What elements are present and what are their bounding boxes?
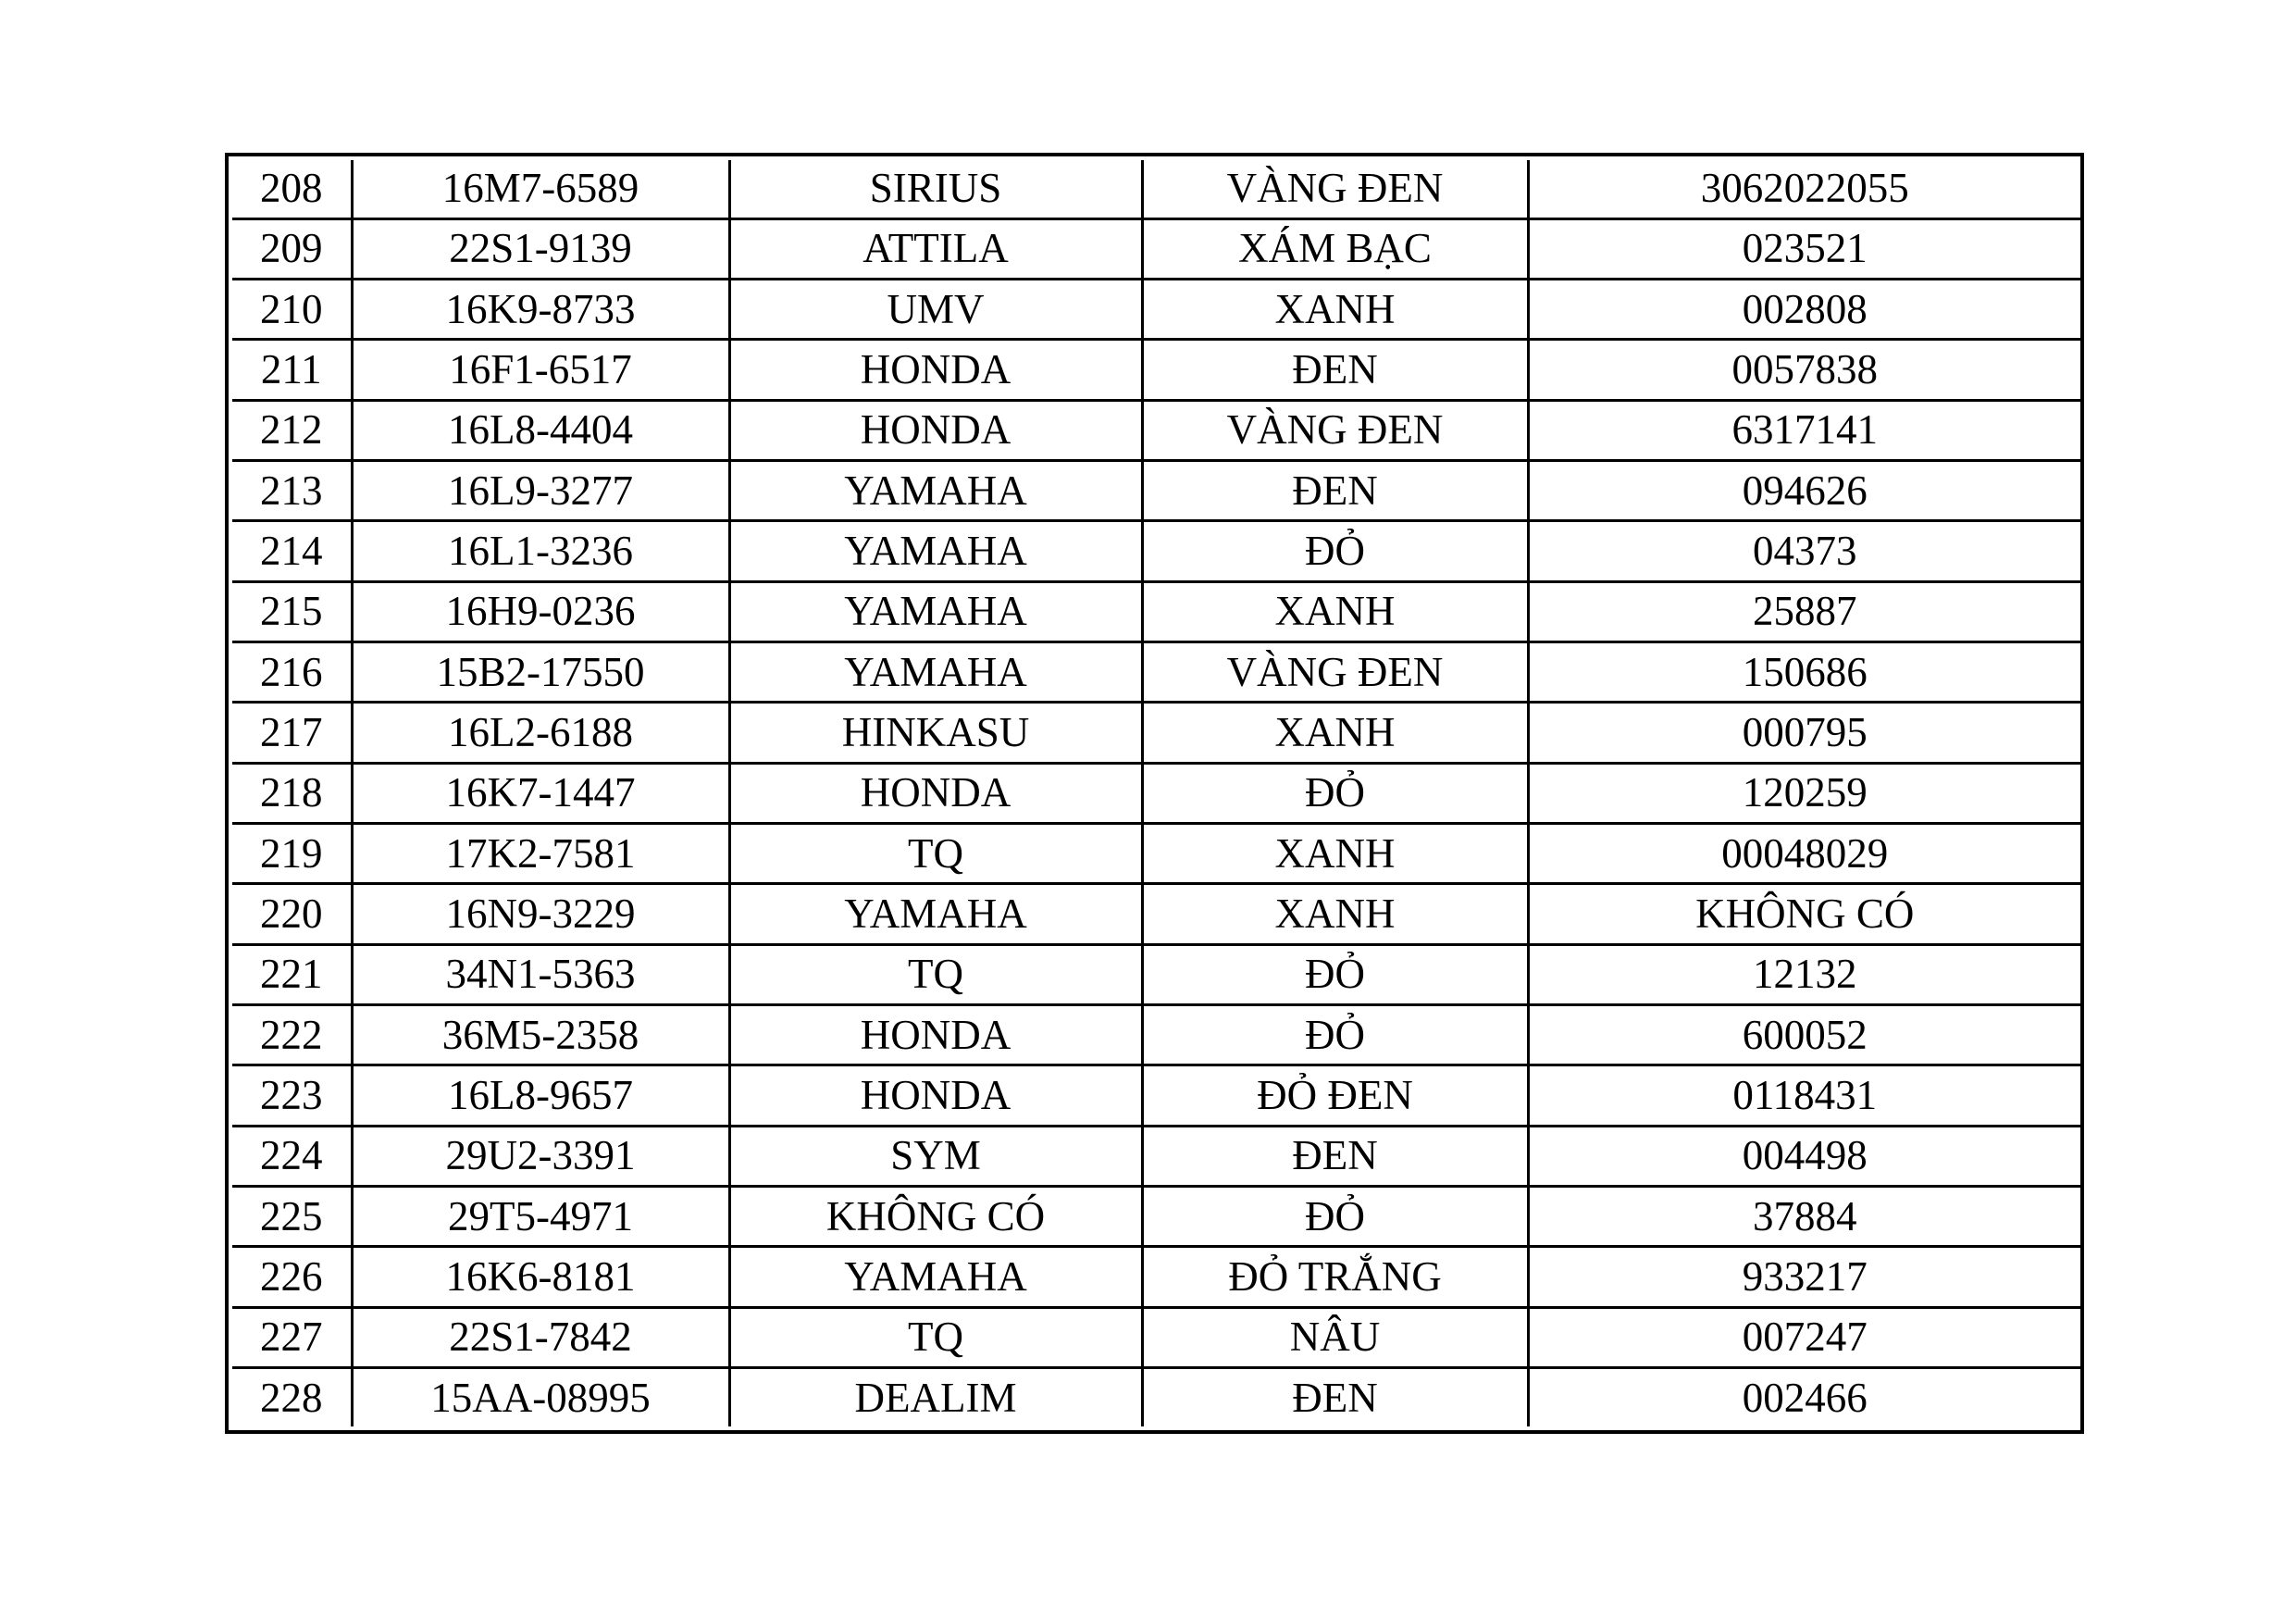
frame-number-cell: 0118431 bbox=[1528, 1065, 2080, 1126]
table-row bbox=[232, 884, 2080, 944]
license-plate-cell: 29T5-4971 bbox=[352, 1187, 729, 1247]
vehicle-color-cell: VÀNG ĐEN bbox=[1142, 400, 1528, 460]
row-number-cell: 209 bbox=[232, 218, 352, 279]
license-plate-cell: 16L9-3277 bbox=[352, 461, 729, 521]
license-plate-cell: 16L8-9657 bbox=[352, 1065, 729, 1126]
row-number-cell: 223 bbox=[232, 1065, 352, 1126]
vehicle-table-body bbox=[232, 160, 2080, 1426]
vehicle-brand-cell: SIRIUS bbox=[729, 160, 1142, 218]
license-plate-cell: 22S1-9139 bbox=[352, 218, 729, 279]
vehicle-brand-cell: YAMAHA bbox=[729, 521, 1142, 581]
vehicle-brand-cell: TQ bbox=[729, 1307, 1142, 1367]
frame-number-cell: 023521 bbox=[1528, 218, 2080, 279]
table-row bbox=[232, 703, 2080, 763]
vehicle-color-cell: ĐỎ ĐEN bbox=[1142, 1065, 1528, 1126]
vehicle-brand-cell: HONDA bbox=[729, 400, 1142, 460]
vehicle-color-cell: ĐEN bbox=[1142, 461, 1528, 521]
license-plate-cell: 36M5-2358 bbox=[352, 1005, 729, 1065]
license-plate-cell: 16K9-8733 bbox=[352, 280, 729, 340]
vehicle-brand-cell: YAMAHA bbox=[729, 581, 1142, 641]
vehicle-color-cell: XANH bbox=[1142, 581, 1528, 641]
row-number-cell: 212 bbox=[232, 400, 352, 460]
vehicle-color-cell: VÀNG ĐEN bbox=[1142, 642, 1528, 703]
frame-number-cell: 000795 bbox=[1528, 703, 2080, 763]
table-row bbox=[232, 1005, 2080, 1065]
row-number-cell: 221 bbox=[232, 944, 352, 1004]
table-row bbox=[232, 824, 2080, 884]
frame-number-cell: 120259 bbox=[1528, 763, 2080, 823]
vehicle-color-cell: ĐỎ bbox=[1142, 521, 1528, 581]
vehicle-brand-cell: DEALIM bbox=[729, 1368, 1142, 1426]
vehicle-brand-cell: YAMAHA bbox=[729, 461, 1142, 521]
row-number-cell: 213 bbox=[232, 461, 352, 521]
vehicle-brand-cell: YAMAHA bbox=[729, 884, 1142, 944]
row-number-cell: 220 bbox=[232, 884, 352, 944]
vehicle-brand-cell: UMV bbox=[729, 280, 1142, 340]
license-plate-cell: 16F1-6517 bbox=[352, 340, 729, 400]
frame-number-cell: 600052 bbox=[1528, 1005, 2080, 1065]
frame-number-cell: 094626 bbox=[1528, 461, 2080, 521]
row-number-cell: 214 bbox=[232, 521, 352, 581]
row-number-cell: 208 bbox=[232, 160, 352, 218]
row-number-cell: 226 bbox=[232, 1247, 352, 1307]
license-plate-cell: 16H9-0236 bbox=[352, 581, 729, 641]
vehicle-color-cell: XANH bbox=[1142, 884, 1528, 944]
license-plate-cell: 16L2-6188 bbox=[352, 703, 729, 763]
row-number-cell: 222 bbox=[232, 1005, 352, 1065]
frame-number-cell: 6317141 bbox=[1528, 400, 2080, 460]
table-row bbox=[232, 581, 2080, 641]
frame-number-cell: 004498 bbox=[1528, 1126, 2080, 1186]
row-number-cell: 218 bbox=[232, 763, 352, 823]
frame-number-cell: 12132 bbox=[1528, 944, 2080, 1004]
frame-number-cell: 150686 bbox=[1528, 642, 2080, 703]
license-plate-cell: 16L8-4404 bbox=[352, 400, 729, 460]
vehicle-color-cell: XANH bbox=[1142, 703, 1528, 763]
vehicle-brand-cell: HONDA bbox=[729, 1005, 1142, 1065]
table-row bbox=[232, 944, 2080, 1004]
vehicle-brand-cell: SYM bbox=[729, 1126, 1142, 1186]
vehicle-brand-cell: HONDA bbox=[729, 763, 1142, 823]
vehicle-color-cell: XANH bbox=[1142, 280, 1528, 340]
license-plate-cell: 16M7-6589 bbox=[352, 160, 729, 218]
vehicle-brand-cell: HONDA bbox=[729, 1065, 1142, 1126]
vehicle-brand-cell: HINKASU bbox=[729, 703, 1142, 763]
vehicle-color-cell: ĐỎ bbox=[1142, 763, 1528, 823]
row-number-cell: 217 bbox=[232, 703, 352, 763]
table-row bbox=[232, 763, 2080, 823]
vehicle-table-frame bbox=[225, 153, 2084, 1434]
vehicle-color-cell: VÀNG ĐEN bbox=[1142, 160, 1528, 218]
license-plate-cell: 16K7-1447 bbox=[352, 763, 729, 823]
vehicle-brand-cell: YAMAHA bbox=[729, 642, 1142, 703]
frame-number-cell: 002808 bbox=[1528, 280, 2080, 340]
frame-number-cell: 37884 bbox=[1528, 1187, 2080, 1247]
vehicle-color-cell: ĐỎ bbox=[1142, 1005, 1528, 1065]
frame-number-cell: 00048029 bbox=[1528, 824, 2080, 884]
vehicle-brand-cell: KHÔNG CÓ bbox=[729, 1187, 1142, 1247]
table-row bbox=[232, 642, 2080, 703]
frame-number-cell: 933217 bbox=[1528, 1247, 2080, 1307]
row-number-cell: 225 bbox=[232, 1187, 352, 1247]
table-row bbox=[232, 1368, 2080, 1426]
vehicle-brand-cell: YAMAHA bbox=[729, 1247, 1142, 1307]
vehicle-color-cell: ĐỎ TRẮNG bbox=[1142, 1247, 1528, 1307]
vehicle-color-cell: ĐỎ bbox=[1142, 944, 1528, 1004]
table-row bbox=[232, 1307, 2080, 1367]
table-row bbox=[232, 521, 2080, 581]
vehicle-brand-cell: ATTILA bbox=[729, 218, 1142, 279]
table-row bbox=[232, 461, 2080, 521]
row-number-cell: 210 bbox=[232, 280, 352, 340]
row-number-cell: 216 bbox=[232, 642, 352, 703]
row-number-cell: 228 bbox=[232, 1368, 352, 1426]
vehicle-color-cell: XANH bbox=[1142, 824, 1528, 884]
row-number-cell: 224 bbox=[232, 1126, 352, 1186]
vehicle-color-cell: ĐEN bbox=[1142, 1126, 1528, 1186]
row-number-cell: 219 bbox=[232, 824, 352, 884]
vehicle-color-cell: ĐEN bbox=[1142, 340, 1528, 400]
row-number-cell: 215 bbox=[232, 581, 352, 641]
vehicle-color-cell: NÂU bbox=[1142, 1307, 1528, 1367]
frame-number-cell: 0057838 bbox=[1528, 340, 2080, 400]
license-plate-cell: 15AA-08995 bbox=[352, 1368, 729, 1426]
vehicle-table bbox=[232, 160, 2080, 1426]
license-plate-cell: 34N1-5363 bbox=[352, 944, 729, 1004]
row-number-cell: 227 bbox=[232, 1307, 352, 1367]
table-row bbox=[232, 1126, 2080, 1186]
table-row bbox=[232, 1065, 2080, 1126]
license-plate-cell: 16N9-3229 bbox=[352, 884, 729, 944]
frame-number-cell: 04373 bbox=[1528, 521, 2080, 581]
table-row bbox=[232, 340, 2080, 400]
vehicle-brand-cell: HONDA bbox=[729, 340, 1142, 400]
license-plate-cell: 17K2-7581 bbox=[352, 824, 729, 884]
frame-number-cell: 3062022055 bbox=[1528, 160, 2080, 218]
license-plate-cell: 15B2-17550 bbox=[352, 642, 729, 703]
table-row bbox=[232, 280, 2080, 340]
frame-number-cell: 002466 bbox=[1528, 1368, 2080, 1426]
table-row bbox=[232, 1247, 2080, 1307]
license-plate-cell: 22S1-7842 bbox=[352, 1307, 729, 1367]
vehicle-color-cell: ĐỎ bbox=[1142, 1187, 1528, 1247]
frame-number-cell: 007247 bbox=[1528, 1307, 2080, 1367]
license-plate-cell: 16L1-3236 bbox=[352, 521, 729, 581]
license-plate-cell: 29U2-3391 bbox=[352, 1126, 729, 1186]
vehicle-color-cell: ĐEN bbox=[1142, 1368, 1528, 1426]
table-row bbox=[232, 160, 2080, 218]
table-row bbox=[232, 1187, 2080, 1247]
frame-number-cell: 25887 bbox=[1528, 581, 2080, 641]
row-number-cell: 211 bbox=[232, 340, 352, 400]
table-row bbox=[232, 400, 2080, 460]
table-row bbox=[232, 218, 2080, 279]
vehicle-brand-cell: TQ bbox=[729, 824, 1142, 884]
vehicle-color-cell: XÁM BẠC bbox=[1142, 218, 1528, 279]
frame-number-cell: KHÔNG CÓ bbox=[1528, 884, 2080, 944]
vehicle-brand-cell: TQ bbox=[729, 944, 1142, 1004]
license-plate-cell: 16K6-8181 bbox=[352, 1247, 729, 1307]
